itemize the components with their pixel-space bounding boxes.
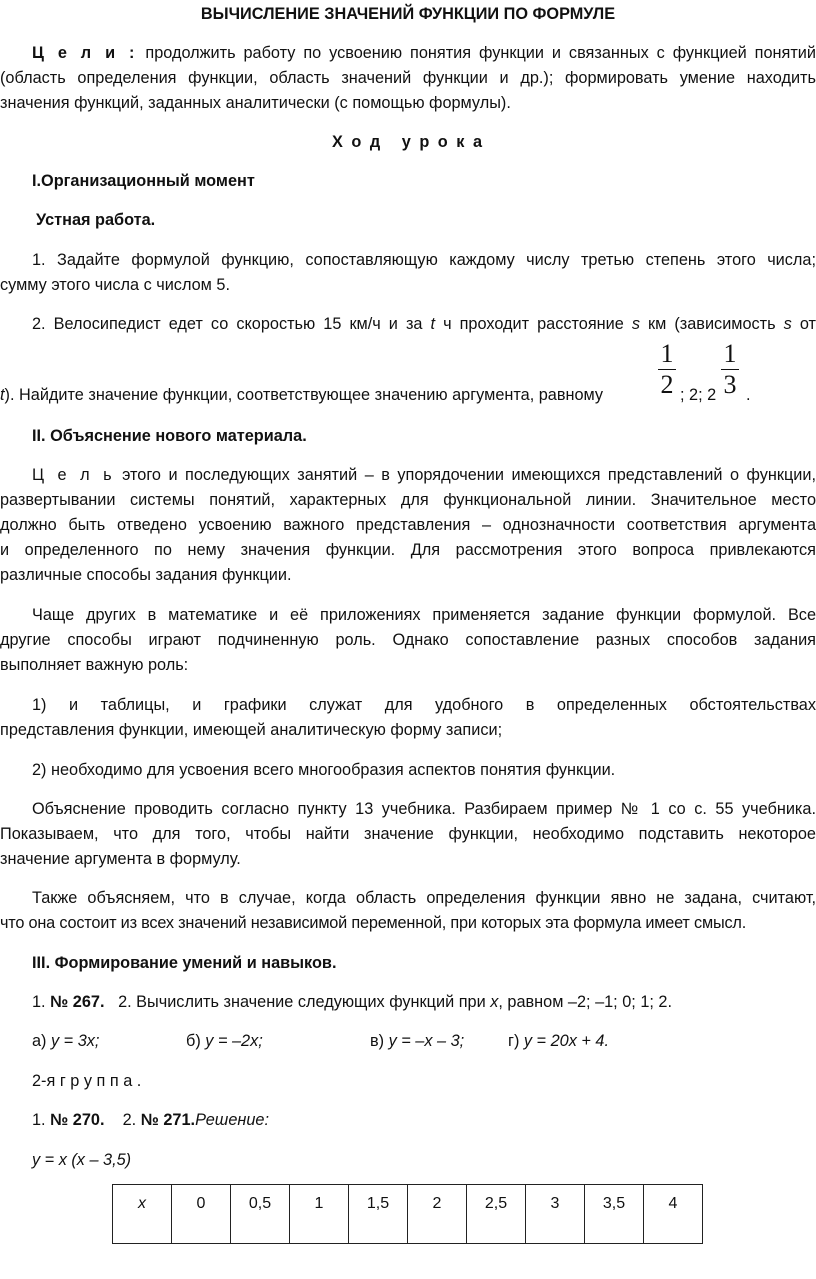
goals-line-2: (область определения функции, область значений функции и др.); формировать умение находить — [0, 69, 816, 87]
function-c: в) y = –x – 3; — [370, 1032, 465, 1050]
task-2-line-1: 2. Велосипедист едет со скоростью 15 км/ч и за t ч проходит расстояние s км (зависимость s от — [32, 315, 816, 333]
solution-formula: y = x (x – 3,5) — [32, 1151, 132, 1169]
function-d: г) y = 20x + 4. — [508, 1032, 609, 1050]
task-1-line-1: 1. Задайте формулой функцию, сопоставляющую каждому числу третью степень этого числа; — [32, 251, 816, 269]
table-cell: 3,5 — [585, 1185, 644, 1244]
exercise-1-line: 1. № 267. 2. Вычислить значение следующих функций при x, равном –2; –1; 0; 1; 2. — [32, 993, 673, 1011]
oral-work-title: Устная работа. — [36, 211, 156, 229]
task-2-line-2: t). Найдите значение функции, соответствующее значению аргумента, равному — [0, 386, 604, 404]
section-2-p6-line-2: что она состоит из всех значений независимой переменной, при которых эта формула имеет смысл. — [0, 914, 747, 932]
section-2-p1-line-2: развертывании системы понятий, характерных для функциональной линии. Значительное место — [0, 491, 816, 509]
section-2-p5-line-1: Объяснение проводить согласно пункту 13 учебника. Разбираем пример № 1 со с. 55 учебника. — [32, 800, 816, 818]
section-3-title: III. Формирование умений и навыков. — [32, 954, 337, 972]
exercise-2-line: 1. № 270. 2. № 271.Решение: — [32, 1111, 269, 1129]
section-2-p3-line-2: представления функции, имеющей аналитическую форму записи; — [0, 721, 503, 739]
section-2-p2-line-2: другие способы играют подчиненную роль. Однако сопоставление разных способов задания — [0, 631, 816, 649]
group-2-heading: 2-я г р у п п а . — [32, 1072, 142, 1090]
section-2-p2-line-1: Чаще других в математике и её приложениях применяется задание функции формулой. Все — [32, 606, 816, 624]
table-cell: 1 — [290, 1185, 349, 1244]
task-2-end: . — [746, 386, 751, 404]
lesson-heading: Х о д у р о к а — [332, 133, 484, 151]
section-2-p6-line-1: Также объясняем, что в случае, когда область определения функции явно не задана, считают, — [32, 889, 816, 907]
section-2-p1-line-5: различные способы задания функции. — [0, 566, 292, 584]
section-2-p5-line-3: значение аргумента в формулу. — [0, 850, 241, 868]
goals-label: Ц е л и : — [32, 44, 138, 62]
fraction-one-half: 1 2 — [656, 339, 678, 400]
table-cell: 1,5 — [349, 1185, 408, 1244]
section-2-p4: 2) необходимо для усвоения всего многообразия аспектов понятия функции. — [32, 761, 616, 779]
table-cell: 4 — [644, 1185, 703, 1244]
document-title: ВЫЧИСЛЕНИЕ ЗНАЧЕНИЙ ФУНКЦИИ ПО ФОРМУЛЕ — [200, 5, 616, 23]
section-1-title: I.Организационный момент — [32, 172, 255, 190]
goals-line-3: значения функций, заданных аналитически (с помощью формулы). — [0, 94, 511, 112]
table-cell: 0,5 — [231, 1185, 290, 1244]
table-cell: 0 — [172, 1185, 231, 1244]
function-b: б) y = –2x; — [186, 1032, 263, 1050]
goals-line-1: Ц е л и : продолжить работу по усвоению понятия функции и связанных с функцией понятий — [32, 44, 816, 62]
section-2-p5-line-2: Показываем, что для того, чтобы найти значение функции, необходимо подставить некоторое — [0, 825, 816, 843]
table-cell: 3 — [526, 1185, 585, 1244]
section-2-p3-line-1: 1) и таблицы, и графики служат для удобного в определенных обстоятельствах — [32, 696, 816, 714]
fraction-one-third: 1 3 — [719, 339, 741, 400]
values-table — [112, 1184, 703, 1244]
task-2-separator: ; 2; 2 — [680, 386, 717, 404]
task-1-line-2: сумму этого числа с числом 5. — [0, 276, 230, 294]
table-row — [113, 1185, 703, 1244]
table-cell: 2,5 — [467, 1185, 526, 1244]
section-2-p1-line-1: Ц е л ь этого и последующих занятий – в упорядочении имеющихся представлений о функции, — [32, 466, 816, 484]
section-2-p1-line-3: должно быть отведено усвоению важного представления – однозначности соответствия аргумента — [0, 516, 816, 534]
table-cell: 2 — [408, 1185, 467, 1244]
function-a: а) y = 3x; — [32, 1032, 100, 1050]
table-header-x: x — [113, 1185, 172, 1244]
section-2-p2-line-3: выполняет важную роль: — [0, 656, 189, 674]
section-2-title: II. Объяснение нового материала. — [32, 427, 307, 445]
section-2-p1-line-4: и определенного по нему значения функции. Для рассмотрения этого вопроса привлекаются — [0, 541, 816, 559]
